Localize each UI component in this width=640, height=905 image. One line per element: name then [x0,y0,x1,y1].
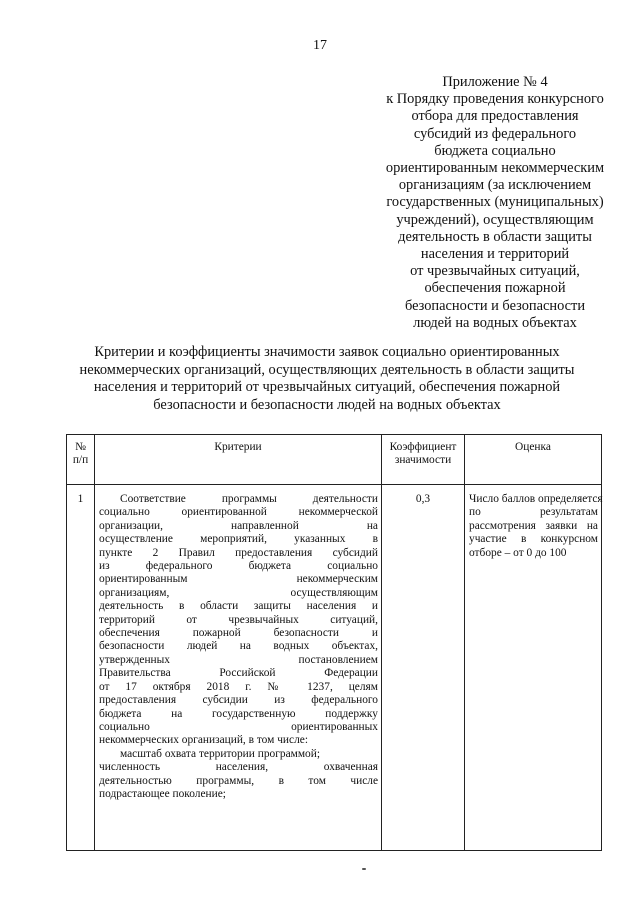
header-coefficient [382,435,465,485]
appendix-line: бюджета социально [434,142,556,159]
criteria-line: пункте 2 Правил предоставления субсидий [99,546,378,559]
criteria-line: деятельность в области защиты населения и [99,600,378,613]
score-line: отборе – от 0 до 100 [469,546,567,559]
criteria-line: от 17 октября 2018 г. № 1237, целям [99,680,378,693]
header-coefficient-line: значимости [394,454,452,467]
appendix-line: субсидий из федерального [413,125,577,142]
page-number: 17 [313,38,327,53]
header-score-label: Оценка [515,441,551,453]
criteria-line: организациям, осуществляющим [99,586,378,599]
appendix-line: к Порядку проведения конкурсного [386,91,604,108]
appendix-line: государственных (муниципальных) [386,194,604,211]
appendix-line: людей на водных объектах [413,314,577,331]
appendix-line: населения и территорий [420,246,570,263]
appendix-line: учреждений), осуществляющим [396,211,594,228]
row-coefficient: 0,3 [382,485,465,851]
criteria-line: обеспечения пожарной безопасности и [99,627,378,640]
criteria-line: численность населения, охваченная [99,761,378,774]
appendix-line: от чрезвычайных ситуаций, [410,263,580,280]
score-line: Число баллов определяется [469,493,603,505]
criteria-line: организации, направленной на [99,519,378,532]
criteria-line: утвержденных постановлением [99,653,378,666]
header-criteria-label: Критерии [214,441,262,453]
score-line: по результатам [469,506,598,519]
row-number: 1 [67,485,95,851]
header-coefficient-line: Коэффициент [389,441,457,453]
header-score [465,435,602,485]
header-number-line: п/п [72,454,89,467]
title-line: населения и территорий от чрезвычайных ситуаций, обеспечения пожарной [93,379,561,396]
criteria-line: ориентированным некоммерческим [99,573,378,586]
table-row [67,485,602,851]
header-criteria [95,435,382,485]
criteria-line: предоставления субсидии из федерального [99,694,378,707]
header-number-line: № [75,441,86,453]
header-number [67,435,95,485]
criteria-line: деятельностью программы, в том числе [99,774,378,787]
appendix-block [362,74,628,332]
criteria-line: осуществление мероприятий, указанных в [99,533,378,546]
title-line: безопасности и безопасности людей на водных объектах [153,396,501,413]
appendix-line: организациям (за исключением [398,177,592,194]
criteria-line: некоммерческих организаций, в том числе: [99,734,308,747]
criteria-line: территорий от чрезвычайных ситуаций, [99,613,378,626]
document-title [66,344,588,414]
criteria-line: подрастающее поколение; [99,787,226,800]
criteria-line: бюджета на государственную поддержку [99,707,378,720]
criteria-line: масштаб охвата территории программой; [120,747,321,760]
appendix-line: безопасности и безопасности [404,297,586,314]
criteria-line: безопасности людей на водных объектах, [99,640,378,653]
appendix-line: деятельность в области защиты [398,228,592,245]
criteria-line: Правительства Российской Федерации [99,667,378,680]
row-score [465,485,602,851]
table-header-row [67,435,602,485]
criteria-line: из федерального бюджета социально [99,560,378,573]
criteria-line: социально ориентированных [99,720,378,733]
title-line: Критерии и коэффициенты значимости заявок социально ориентированных [94,344,560,360]
score-line: рассмотрения заявки на [469,519,598,532]
criteria-line: социально ориентированной некоммерческой [99,506,378,519]
appendix-line: обеспечения пожарной [424,280,566,297]
score-line: участие в конкурсном [469,533,598,546]
appendix-line: отбора для предоставления [411,108,579,125]
appendix-line: Приложение № 4 [442,74,548,90]
criteria-line: Соответствие программы деятельности [120,493,378,505]
row-criteria [95,485,382,851]
appendix-line: ориентированным некоммерческим [385,160,605,177]
criteria-table [66,434,602,851]
title-line: некоммерческих организаций, осуществляющих деятельность в области защиты [79,361,575,378]
scan-speck [362,868,366,870]
